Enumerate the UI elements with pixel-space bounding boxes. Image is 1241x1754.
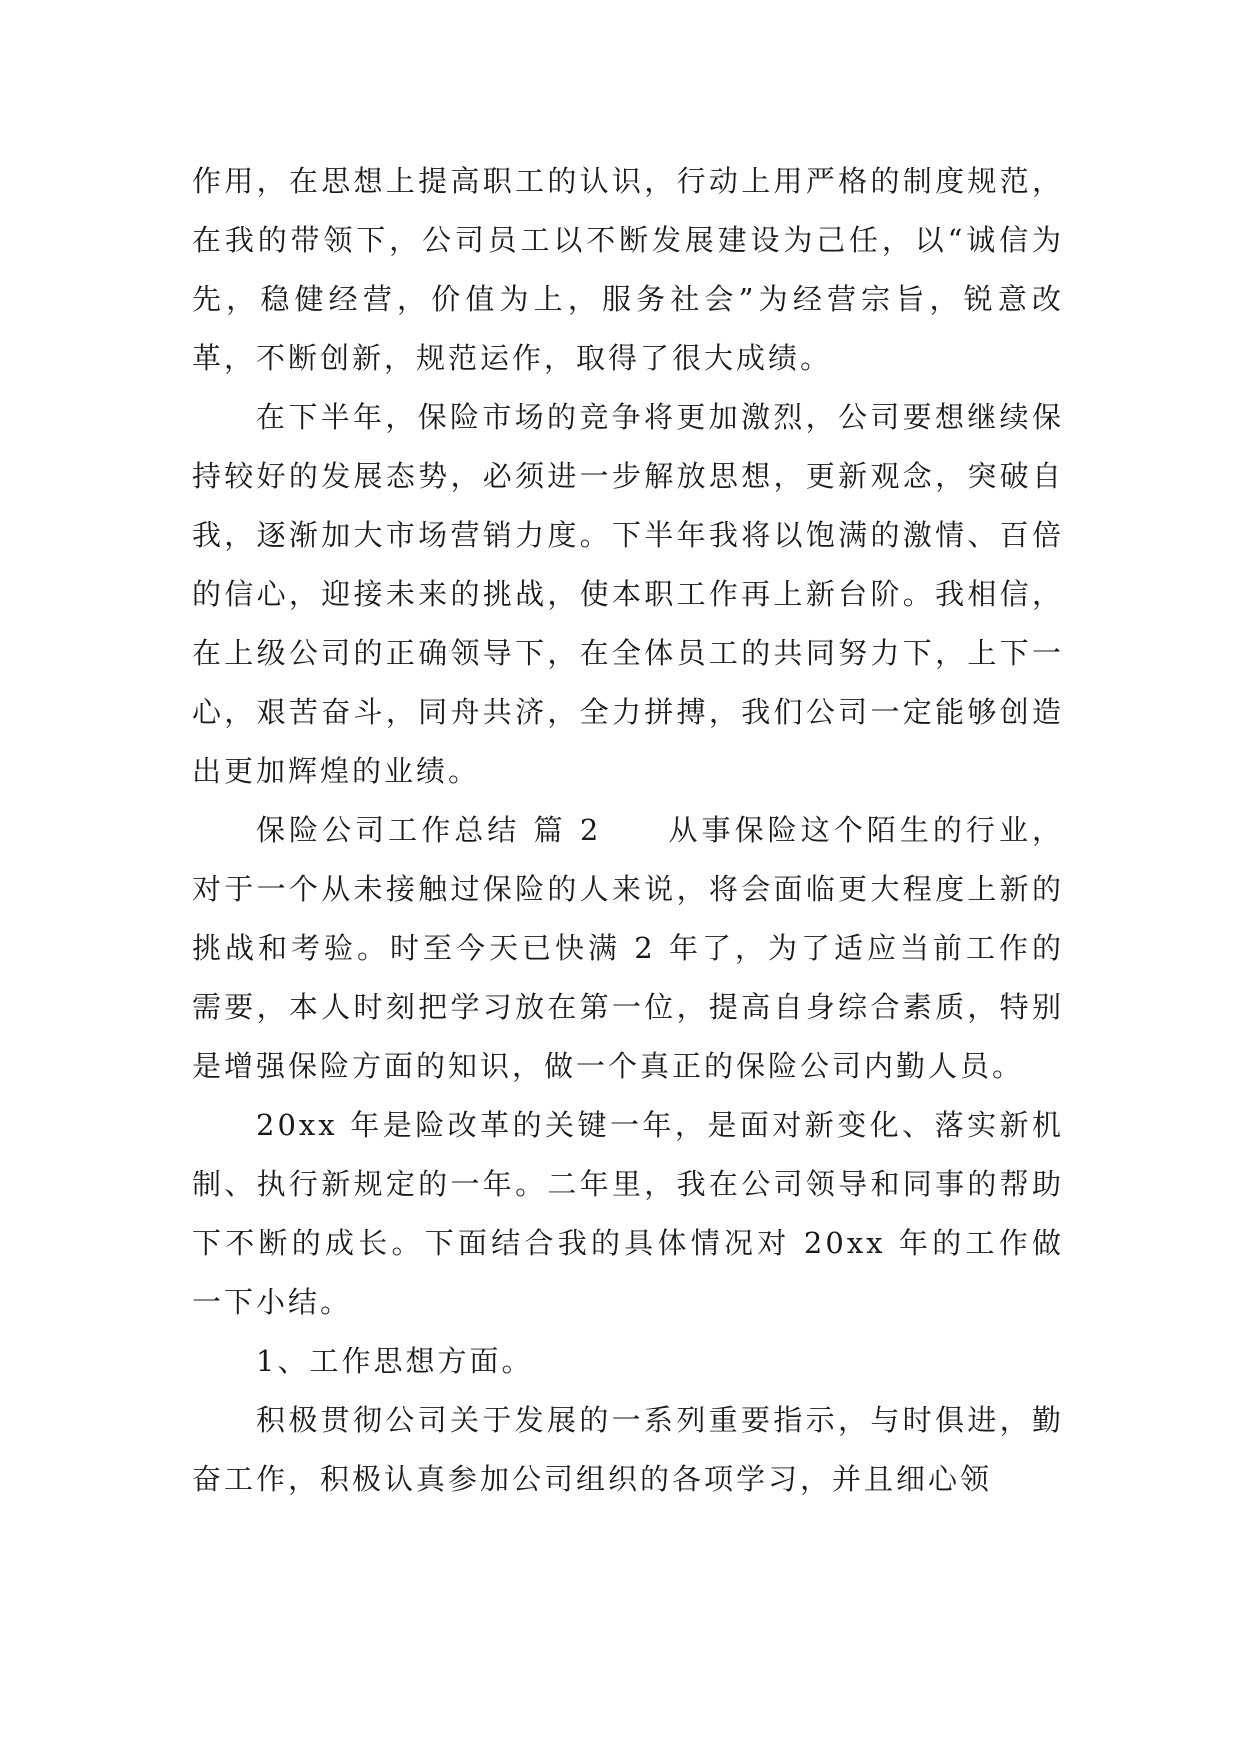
paragraph-section-2-intro: 保险公司工作总结 篇 2 从事保险这个陌生的行业，对于一个从未接触过保险的人来说，将会面临更大程度上新的挑战和考验。时至今天已快满 2 年了，为了适应当前工作的需要，本人时刻把学习放在第一位，提高自身综合素质，特别是增强保险方面的知识，做一个真正的保险公司内勤人员。 xyxy=(192,813,1064,1083)
heading-work-thinking: 1、工作思想方面。 xyxy=(256,1344,534,1378)
paragraph-second-half-outlook: 在下半年，保险市场的竞争将更加激烈，公司要想继续保持较好的发展态势，必须进一步解放思想，更新观念，突破自我，逐渐加大市场营销力度。下半年我将以饱满的激情、百倍的信心，迎接未来的挑战，使本职工作再上新台阶。我相信，在上级公司的正确领导下，在全体员工的共同努力下，上下一心，艰苦奋斗，同舟共济，全力拼搏，我们公司一定能够创造出更加辉煌的业绩。 xyxy=(192,400,1064,788)
document-body xyxy=(192,152,1064,1509)
paragraph-year-overview: 20xx 年是险改革的关键一年，是面对新变化、落实新机制、执行新规定的一年。二年里，我在公司领导和同事的帮助下不断的成长。下面结合我的具体情况对 20xx 年的工作做一下小结。 xyxy=(192,1108,1064,1319)
paragraph-work-thinking: 积极贯彻公司关于发展的一系列重要指示，与时俱进，勤奋工作，积极认真参加公司组织的各项学习，并且细心领 xyxy=(192,1403,1064,1496)
paragraph-continuation: 作用，在思想上提高职工的认识，行动上用严格的制度规范，在我的带领下，公司员工以不断发展建设为己任，以“诚信为先，稳健经营，价值为上，服务社会”为经营宗旨，锐意改革，不断创新，规范运作，取得了很大成绩。 xyxy=(192,164,1064,375)
